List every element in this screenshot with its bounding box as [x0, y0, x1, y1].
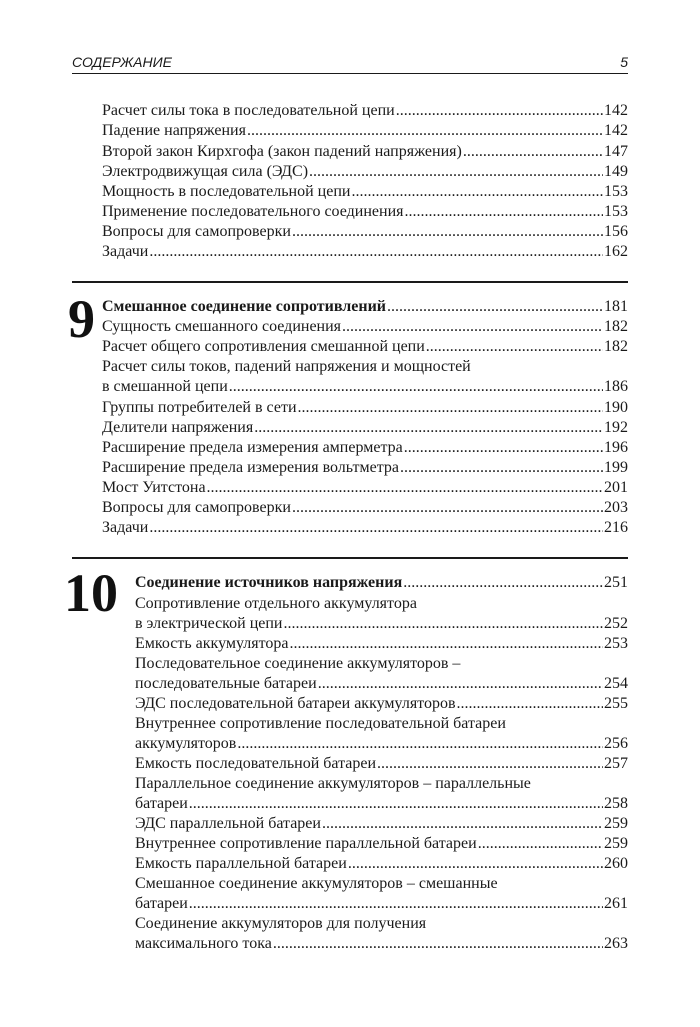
- toc-entry-page: 255: [604, 695, 628, 712]
- toc-entry-title-line1: Смешанное соединение аккумуляторов – смешанные: [135, 875, 498, 892]
- toc-entry-title: Мощность в последовательной цепи: [102, 183, 351, 200]
- chapter-page: 181: [604, 298, 628, 315]
- toc-entry[interactable]: [135, 834, 628, 854]
- chapter-heading[interactable]: [102, 297, 628, 317]
- leader-dots: [237, 734, 603, 754]
- toc-entry-page: 186: [604, 378, 628, 395]
- toc-entry-title: в электрической цепи: [135, 615, 283, 632]
- leader-dots: [292, 222, 603, 242]
- chapter-heading[interactable]: [135, 573, 628, 593]
- toc-entry-title: батареи: [135, 895, 188, 912]
- toc-entry[interactable]: [135, 854, 628, 874]
- toc-entry[interactable]: [102, 162, 628, 182]
- toc-entry-title-line1: Последовательное соединение аккумуляторов –: [135, 655, 461, 672]
- toc-entry-title: последовательные батареи: [135, 675, 317, 692]
- toc-entry[interactable]: [102, 101, 628, 121]
- header-page-number: 5: [620, 54, 628, 70]
- header-title: СОДЕРЖАНИЕ: [72, 54, 172, 70]
- toc-entry[interactable]: [135, 694, 628, 714]
- toc-entry-title: Емкость последовательной батареи: [135, 755, 377, 772]
- toc-entry[interactable]: [102, 357, 628, 397]
- toc-entry-page: 153: [604, 183, 628, 200]
- chapter-title: Смешанное соединение сопротивлений: [102, 298, 387, 315]
- toc-entry-title: батареи: [135, 795, 188, 812]
- toc-entry-page: 192: [604, 419, 628, 436]
- toc-entry-page: 153: [604, 203, 628, 220]
- leader-dots: [478, 834, 603, 854]
- toc-entry-page: 257: [604, 755, 628, 772]
- leader-dots: [309, 162, 603, 182]
- header-rule: [72, 73, 628, 74]
- toc-entry[interactable]: [135, 654, 628, 694]
- toc-entry-title: Емкость аккумулятора: [135, 635, 289, 652]
- toc-entry-title: Задачи: [102, 243, 149, 260]
- toc-entry-title: Падение напряжения: [102, 122, 246, 139]
- toc-entry-page: 147: [604, 143, 628, 160]
- toc-entry-title: ЭДС параллельной батареи: [135, 815, 321, 832]
- toc-entry-page: 190: [604, 399, 628, 416]
- toc-entry-title: максимального тока: [135, 935, 272, 952]
- leader-dots: [149, 518, 603, 538]
- leader-dots: [229, 377, 603, 397]
- leader-dots: [207, 478, 603, 498]
- toc-entry-title: Задачи: [102, 519, 149, 536]
- toc-entry[interactable]: [102, 438, 628, 458]
- toc-entry-page: 216: [604, 519, 628, 536]
- toc-entry-page: 263: [604, 935, 628, 952]
- toc-entry-page: 254: [604, 675, 628, 692]
- toc-entry-title: ЭДС последовательной батареи аккумуляторов: [135, 695, 456, 712]
- section-rule: [72, 281, 628, 283]
- toc-entry-page: 253: [604, 635, 628, 652]
- leader-dots: [273, 934, 603, 954]
- section-rule: [72, 557, 628, 559]
- toc-entry-page: 142: [604, 102, 628, 119]
- toc-entry-title-line1: Внутреннее сопротивление последовательной батареи: [135, 715, 506, 732]
- toc-entry[interactable]: [135, 594, 628, 634]
- leader-dots: [403, 573, 603, 593]
- toc-entry[interactable]: [102, 498, 628, 518]
- toc-entry-page: 182: [604, 318, 628, 335]
- toc-entry[interactable]: [102, 518, 628, 538]
- toc-entry-title: Применение последовательного соединения: [102, 203, 404, 220]
- toc-entry[interactable]: [102, 478, 628, 498]
- toc-entry-page: 142: [604, 122, 628, 139]
- toc-entry-title: Внутреннее сопротивление параллельной батареи: [135, 835, 477, 852]
- toc-entry[interactable]: [135, 914, 628, 954]
- leader-dots: [426, 337, 603, 357]
- toc-entry-page: 199: [604, 459, 628, 476]
- leader-dots: [396, 101, 603, 121]
- toc-entry-title: Расширение предела измерения амперметра: [102, 439, 403, 456]
- toc-entry-page: 203: [604, 499, 628, 516]
- toc-entry-title-line1: Расчет силы токов, падений напряжения и мощностей: [102, 358, 471, 375]
- toc-entry-title: Расчет общего сопротивления смешанной цепи: [102, 338, 425, 355]
- toc-entry[interactable]: [102, 242, 628, 262]
- toc-entry-title: Вопросы для самопроверки: [102, 223, 291, 240]
- chapter-number: 10: [64, 563, 118, 623]
- toc-entry[interactable]: [135, 634, 628, 654]
- toc-entry[interactable]: [135, 754, 628, 774]
- leader-dots: [254, 418, 603, 438]
- chapter-title: Соединение источников напряжения: [135, 574, 403, 591]
- leader-dots: [377, 754, 603, 774]
- leader-dots: [348, 854, 603, 874]
- toc-entry-page: 201: [604, 479, 628, 496]
- toc-entry-title-line1: Соединение аккумуляторов для получения: [135, 915, 427, 932]
- toc-entry-page: 182: [604, 338, 628, 355]
- toc-entry-page: 196: [604, 439, 628, 456]
- toc-entry-page: 156: [604, 223, 628, 240]
- toc-entry[interactable]: [102, 202, 628, 222]
- leader-dots: [247, 121, 603, 141]
- toc-entry[interactable]: [102, 398, 628, 418]
- leader-dots: [292, 498, 603, 518]
- toc-entry[interactable]: [102, 458, 628, 478]
- toc-entry-page: 162: [604, 243, 628, 260]
- toc-entry-title: Расчет силы тока в последовательной цепи: [102, 102, 395, 119]
- toc-entry[interactable]: [102, 121, 628, 141]
- leader-dots: [351, 182, 603, 202]
- toc-entry-title-line1: Сопротивление отдельного аккумулятора: [135, 595, 417, 612]
- toc-entry[interactable]: [135, 874, 628, 914]
- toc-entry[interactable]: [102, 317, 628, 337]
- toc-entry[interactable]: [102, 182, 628, 202]
- toc-entry-title: Мост Уитстона: [102, 479, 206, 496]
- toc-entry-title: аккумуляторов: [135, 735, 237, 752]
- toc-entry-page: 259: [604, 835, 628, 852]
- leader-dots: [463, 142, 603, 162]
- leader-dots: [342, 317, 603, 337]
- toc-entry[interactable]: [135, 714, 628, 754]
- toc-entry-title: Электродвижущая сила (ЭДС): [102, 163, 309, 180]
- toc-entry-title: Делители напряжения: [102, 419, 254, 436]
- leader-dots: [298, 398, 604, 418]
- leader-dots: [284, 614, 604, 634]
- leader-dots: [457, 694, 603, 714]
- toc-entry-title: Сущность смешанного соединения: [102, 318, 342, 335]
- toc-entry-title: Расширение предела измерения вольтметра: [102, 459, 399, 476]
- toc-entry-page: 260: [604, 855, 628, 872]
- toc-entry-page: 252: [604, 615, 628, 632]
- running-header: [72, 52, 628, 74]
- toc-entry-page: 259: [604, 815, 628, 832]
- toc-entry[interactable]: [135, 774, 628, 814]
- toc-entry[interactable]: [135, 814, 628, 834]
- leader-dots: [189, 894, 603, 914]
- toc-entry[interactable]: [102, 142, 628, 162]
- toc-entry-title: в смешанной цепи: [102, 378, 228, 395]
- leader-dots: [400, 458, 603, 478]
- toc-entry-title: Второй закон Кирхгофа (закон падений напряжения): [102, 143, 462, 160]
- toc-entry[interactable]: [102, 418, 628, 438]
- leader-dots: [387, 297, 603, 317]
- toc-entry-page: 261: [604, 895, 628, 912]
- toc-entry[interactable]: [102, 222, 628, 242]
- chapter-page: 251: [604, 574, 628, 591]
- leader-dots: [189, 794, 603, 814]
- toc-entry-title: Группы потребителей в сети: [102, 399, 297, 416]
- leader-dots: [290, 634, 603, 654]
- toc-entry-title: Емкость параллельной батареи: [135, 855, 347, 872]
- toc-entry-title: Вопросы для самопроверки: [102, 499, 291, 516]
- toc-entry-page: 256: [604, 735, 628, 752]
- leader-dots: [318, 674, 603, 694]
- toc-entry-page: 258: [604, 795, 628, 812]
- leader-dots: [404, 438, 603, 458]
- leader-dots: [404, 202, 603, 222]
- toc-entry-title-line1: Параллельное соединение аккумуляторов – параллельные: [135, 775, 531, 792]
- toc-entry[interactable]: [102, 337, 628, 357]
- leader-dots: [322, 814, 603, 834]
- toc-entry-page: 149: [604, 163, 628, 180]
- leader-dots: [149, 242, 603, 262]
- chapter-number: 9: [68, 289, 95, 349]
